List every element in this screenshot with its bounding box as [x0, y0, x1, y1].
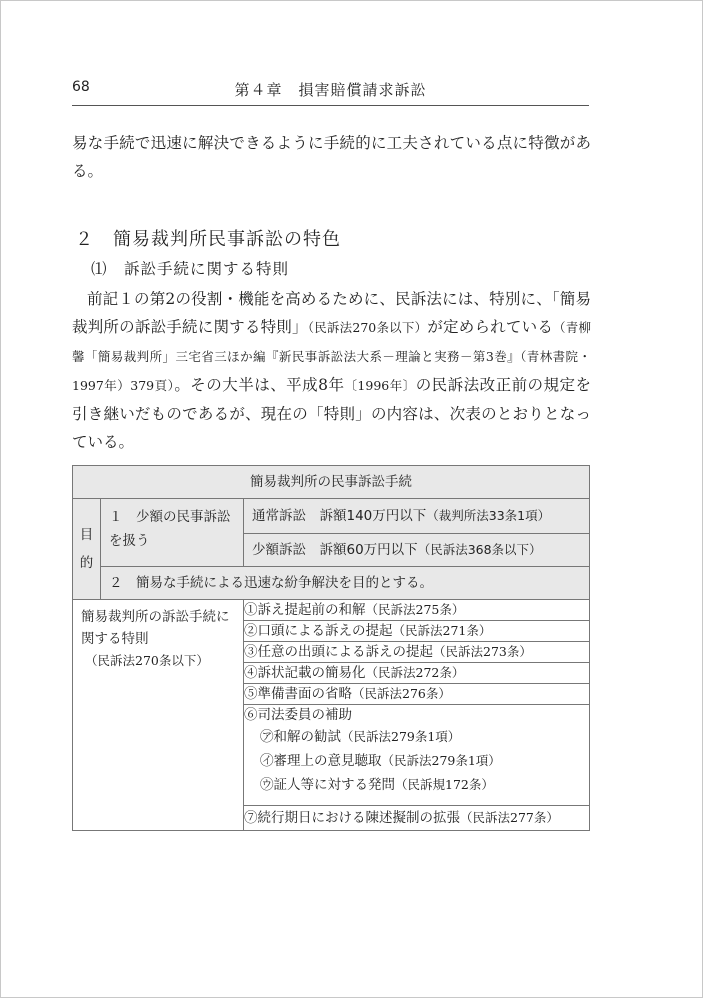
citation: （青柳馨「簡易裁判所」三宅省三ほか編『新民事訴訟法大系－理論と実務－第3巻』（青林書院・1997年）379頁）: [72, 320, 591, 393]
citation: （民訴法279条1項）: [341, 729, 461, 744]
rule-text: ④訴状記載の簡易化: [244, 665, 366, 681]
rule-sub-item: [244, 749, 589, 773]
body-text: が定められている: [427, 318, 554, 336]
ordinary-case-text: 通常訴訟 訴額140万円以下: [252, 508, 427, 524]
citation: （民訴法275条）: [365, 602, 465, 617]
body-text: 前記１の第2の役割・機能を高めるために、民訴法には、特別に、「簡易裁判所の訴訟手続に関する特則」: [72, 290, 591, 336]
subsection-title: ⑴ 訴訟手続に関する特則: [91, 260, 290, 278]
rule-sub-text: ㋐和解の勧試: [260, 729, 341, 745]
rule-sub-item: [244, 725, 589, 749]
chapter-title: 第４章 損害賠償請求訴訟: [234, 81, 427, 99]
small-claims-case: [244, 534, 590, 567]
rule-text: ⑦続行期日における陳述擬制の拡張: [244, 810, 460, 826]
rule-item: [244, 806, 590, 831]
small-claims-text: 少額訴訟 訴額60万円以下: [252, 542, 418, 558]
rule-sub-text: ㋒証人等に対する発問: [260, 777, 395, 793]
ordinary-case: [244, 499, 590, 534]
rule-item: [244, 705, 590, 806]
rule-text: ⑤準備書面の省略: [244, 686, 352, 702]
procedure-table: [72, 465, 590, 831]
special-rules-text: 簡易裁判所の訴訟手続に関する特則: [81, 609, 230, 647]
rule-item: [244, 663, 590, 684]
purpose-2: ２ 簡易な手続による迅速な紛争解決を目的とする。: [101, 567, 590, 600]
rule-text: ③任意の出頭による訴えの提起: [244, 644, 433, 660]
rule-item: [244, 684, 590, 705]
section-title: ２ 簡易裁判所民事訴訟の特色: [75, 229, 341, 250]
citation: （民訴法276条）: [352, 686, 451, 701]
body-text: 。その大半は、平成8年: [174, 376, 345, 394]
page-header: [72, 79, 589, 106]
citation: （民訴法279条1項）: [381, 753, 501, 768]
purpose-1: １ 少額の民事訴訟を扱う: [101, 499, 244, 567]
intro-paragraph: 易な手続で迅速に解決できるように手続的に工夫されている点に特徴がある。: [72, 134, 591, 180]
special-rules-label: [73, 600, 244, 831]
rule-text: ②口頭による訴えの提起: [244, 623, 393, 639]
citation: （民訴法273条）: [433, 644, 532, 659]
rule-item: [244, 621, 590, 642]
citation: （民訴規172条）: [395, 777, 494, 792]
citation: （民訴法271条）: [392, 623, 492, 638]
citation: （民訴法277条）: [460, 810, 559, 825]
citation: （民訴法272条）: [365, 665, 465, 680]
rule-text: ①訴え提起前の和解: [244, 602, 366, 618]
table-title: 簡易裁判所の民事訴訟手続: [73, 466, 590, 499]
citation: （裁判所法33条1項）: [426, 508, 551, 523]
citation: （民訴法368条以下）: [417, 542, 542, 557]
rule-item: [244, 600, 590, 621]
rule-sub-text: ㋑審理上の意見聴取: [260, 753, 382, 769]
page-number: 68: [72, 79, 90, 95]
citation: 〔1996年〕: [344, 378, 416, 393]
body-paragraph: [72, 285, 591, 456]
rule-item: [244, 642, 590, 663]
purpose-label: 目的: [73, 499, 101, 600]
citation: （民訴法270条以下）: [307, 320, 428, 335]
rule-sub-item: [244, 773, 589, 797]
body-text: の民訴法改正前の規定を引き継いだものであるが、現在の「特則」の内容は、次表のとおりとなっている。: [72, 376, 591, 451]
citation: （民訴法270条以下）: [85, 653, 209, 668]
rule-text: ⑥司法委員の補助: [244, 707, 352, 723]
